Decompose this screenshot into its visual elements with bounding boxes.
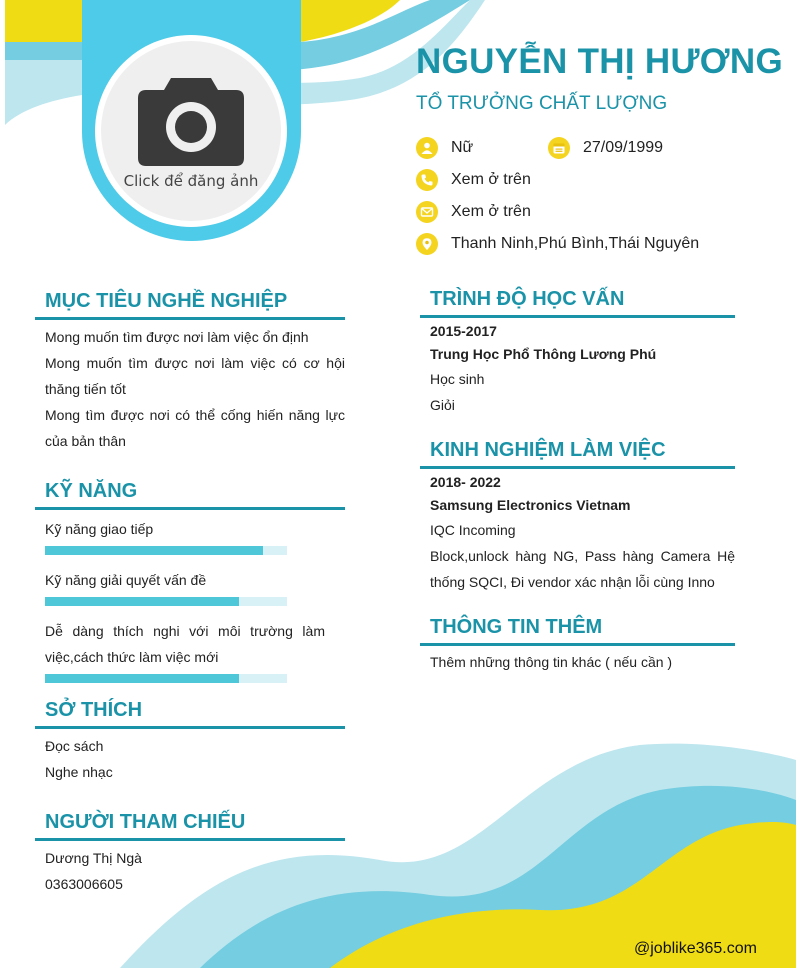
objective-item: Mong muốn tìm được nơi làm việc ổn định [45, 329, 309, 345]
additional-title: THÔNG TIN THÊM [420, 616, 735, 646]
upload-photo-label: Click để đăng ảnh [123, 172, 259, 190]
experience-body [420, 469, 735, 595]
skills-body [35, 510, 325, 683]
skills-title: KỸ NĂNG [35, 480, 345, 510]
email-value: Xem ở trên [451, 203, 531, 220]
education-title: TRÌNH ĐỘ HỌC VẤN [420, 288, 735, 318]
education-period: 2015-2017 [430, 323, 497, 339]
education-major: Học sinh [430, 371, 485, 387]
email-row [416, 201, 531, 223]
skill-bar [45, 546, 287, 555]
email-icon [416, 201, 438, 223]
reference-body [35, 841, 345, 897]
experience-title: KINH NGHIỆM LÀM VIỆC [420, 439, 735, 469]
additional-section [420, 616, 735, 675]
reference-title: NGƯỜI THAM CHIẾU [35, 811, 345, 841]
user-icon [416, 137, 438, 159]
job-position: TỔ TRƯỞNG CHẤT LƯỢNG [416, 93, 668, 114]
hobbies-section [35, 699, 345, 785]
objective-body [35, 320, 345, 454]
additional-body [420, 646, 735, 675]
skill-name: Dễ dàng thích nghi với môi trường làm việc,cách thức làm việc mới [45, 623, 325, 665]
objective-title: MỤC TIÊU NGHỀ NGHIỆP [35, 290, 345, 320]
phone-row [416, 169, 531, 191]
gender-value: Nữ [451, 139, 474, 156]
phone-value: Xem ở trên [451, 171, 531, 188]
reference-phone: 0363006605 [45, 876, 123, 892]
skill-bar-fill [45, 546, 263, 555]
experience-description: Block,unlock hàng NG, Pass hàng Camera Hệ thống SQCI, Đi vendor xác nhận lỗi cùng Inno [430, 548, 735, 590]
objective-item: Mong muốn tìm được nơi làm việc có cơ hội thăng tiến tốt [45, 355, 345, 397]
education-body [420, 318, 735, 418]
address-value: Thanh Ninh,Phú Bình,Thái Nguyên [451, 235, 700, 252]
address-row [416, 233, 699, 255]
gender-row [416, 137, 473, 159]
skill-bar [45, 674, 287, 683]
camera-icon [136, 72, 246, 168]
birthday-row [548, 137, 663, 159]
hobbies-body [35, 729, 345, 785]
skills-section [35, 480, 345, 695]
skill-bar-fill [45, 597, 239, 606]
objective-section [35, 290, 345, 454]
additional-text: Thêm những thông tin khác ( nếu cần ) [430, 654, 673, 670]
objective-item: Mong tìm được nơi có thể cống hiến năng lực của bản thân [45, 407, 345, 449]
skill-bar-fill [45, 674, 239, 683]
birthday-value: 27/09/1999 [583, 139, 664, 156]
phone-icon [416, 169, 438, 191]
education-grade: Giỏi [430, 397, 455, 413]
reference-section [35, 811, 345, 897]
photo-frame [95, 35, 287, 227]
hobbies-title: SỞ THÍCH [35, 699, 345, 729]
education-school: Trung Học Phổ Thông Lương Phú [430, 346, 657, 362]
skill-name: Kỹ năng giao tiếp [45, 521, 154, 537]
experience-section [420, 439, 735, 595]
experience-period: 2018- 2022 [430, 474, 501, 490]
location-pin-icon [416, 233, 438, 255]
upload-photo-button[interactable] [101, 41, 281, 221]
skill-bar [45, 597, 287, 606]
skill-name: Kỹ năng giải quyết vấn đề [45, 572, 207, 588]
calendar-icon [548, 137, 570, 159]
full-name: NGUYỄN THỊ HƯƠNG [416, 42, 784, 81]
hobby-item: Đọc sách [45, 738, 104, 754]
hobby-item: Nghe nhạc [45, 764, 113, 780]
education-section [420, 288, 735, 418]
watermark: @joblike365.com [634, 940, 757, 957]
reference-name: Dương Thị Ngà [45, 850, 142, 866]
experience-company: Samsung Electronics Vietnam [430, 497, 631, 513]
experience-role: IQC Incoming [430, 522, 516, 538]
